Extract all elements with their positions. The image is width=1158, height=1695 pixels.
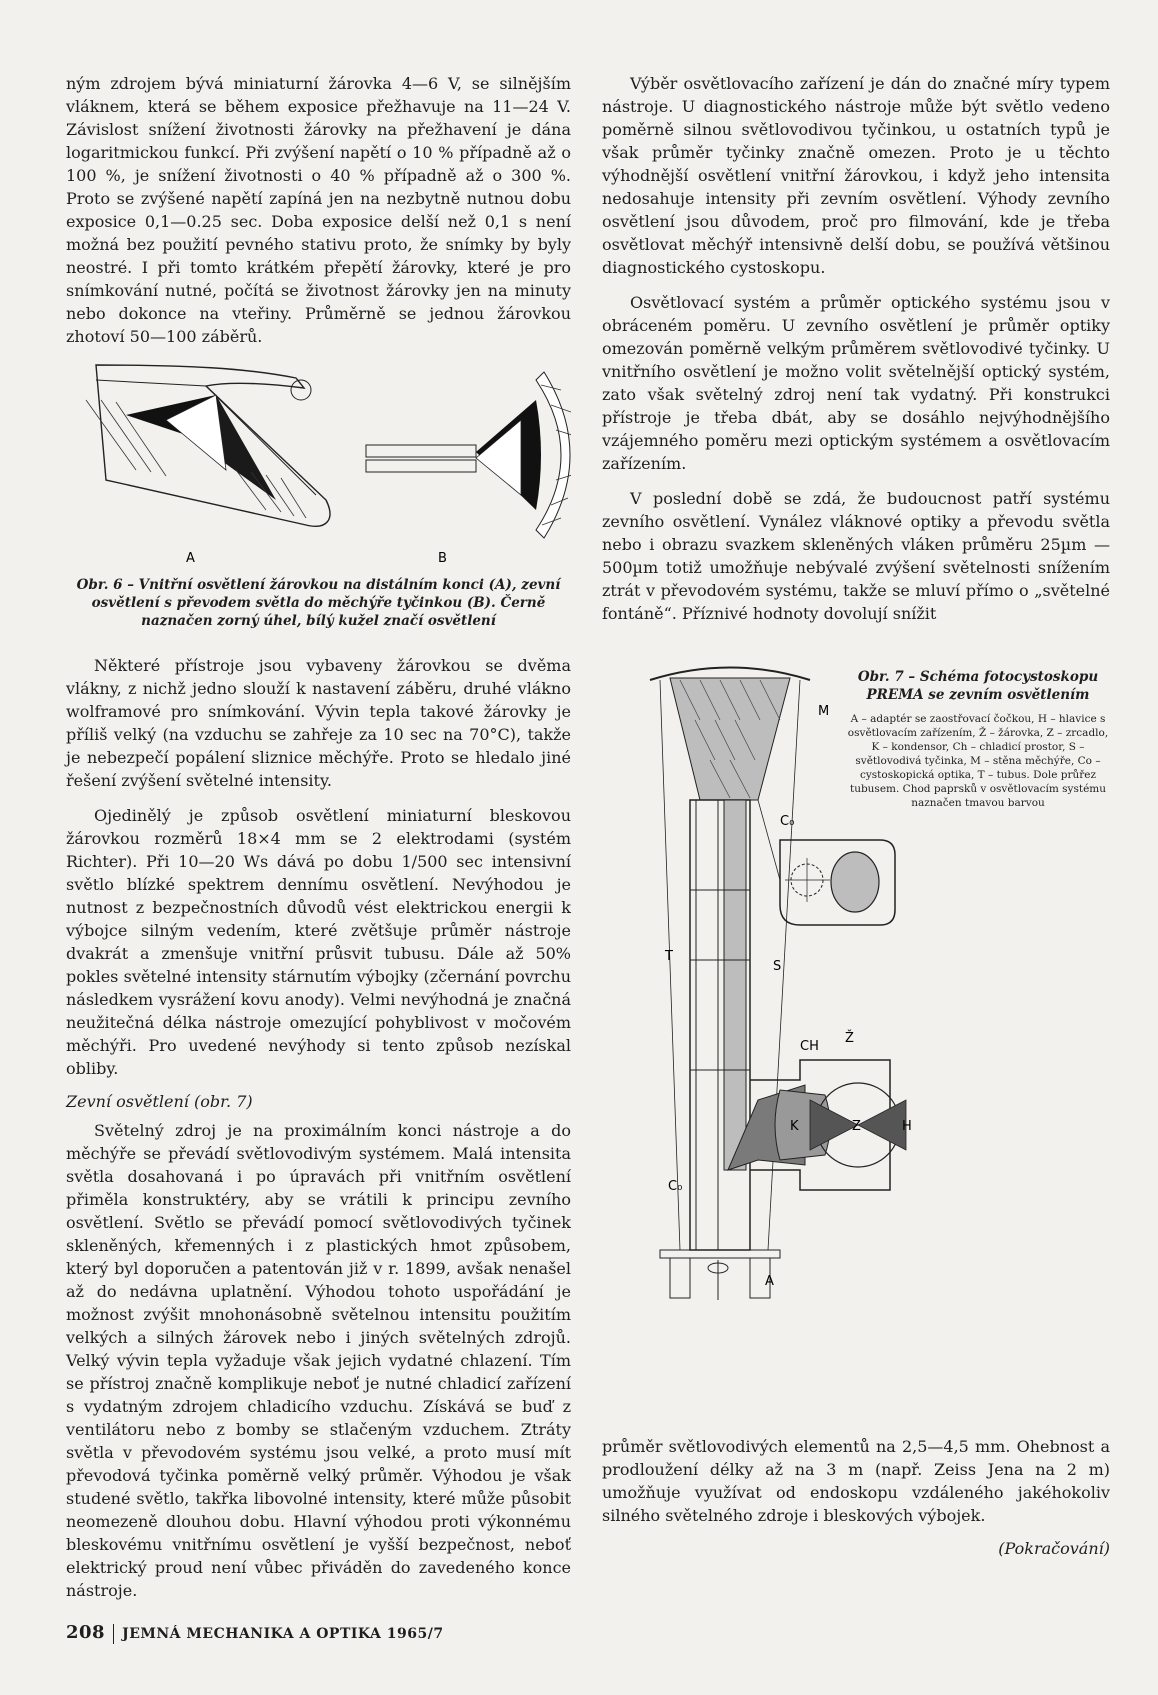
section-heading: Zevní osvětlení (obr. 7) [66,1092,253,1111]
paragraph: Osvětlovací systém a průměr optického systému jsou v obráceném poměru. U zevního osvětlení je průměr optiky omezován poměrně velkým průměrem světlovodivé tyčinky. U vnitřního osvětlení je možno volit světelnější optický systém, zato však světelný zdroj není tak vydatný. Při konstrukci přístroje je třeba dbát, aby se dosáhlo nejvýhodnějšího vzájemného poměru mezi optickým systémem a osvětlovacím zařízením. [602,293,1110,473]
figure-6-caption: Obr. 6 – Vnitřní osvětlení žárovkou na distálním konci (A), zevní osvětlení s převodem světla do měchýře tyčinkou (B). Černě naznačen zorný úhel, bílý kužel značí osvětlení [76,577,561,629]
figure-7-label-a: A [765,1274,774,1289]
right-column [602,72,1110,637]
paragraph: V poslední době se zdá, že budoucnost patří systému zevního osvětlení. Vynález vláknové optiky a převodu světla nebo i obrazu svazkem skleněných vláken průměru 25µm —500µm totiž umožňuje nebývalé zvýšení světelnosti snížením ztrát v převodovém systému, takže se mluví přímo o „světelné fontáně“. Příznivé hodnoty dovolují snížit [602,489,1110,623]
figure-7-caption [846,668,1110,810]
figure-6b-drawing [366,372,571,538]
paragraph: Světelný zdroj je na proximálním konci nástroje a do měchýře se převádí světlovodivým systémem. Malá intensita světla dosahovaná i po úpravách při vnitřním osvětlení přiměla konstruktéry, aby se vrátili k principu zevního osvětlení. Světlo se převádí pomocí světlovodivých tyčinek skleněných, křemenných i z plastických hmot způsobem, který byl doporučen a patentován již v r. 1899, avšak nenašel až do nedávna uplatnění. Výhodou tohoto uspořádání je možnost zvýšit mnohonásobně světelnou intensitu použitím velkých a silných žárovek nebo i jiných světelných zdrojů. Velký vývin tepla vyžaduje však jejich vydatné chlazení. Tím se přístroj značně komplikuje neboť je nutné chladicí zařízení s vydatným zdrojem chladicího vzduchu. Získává se buď z ventilátoru nebo z bomby se stlačeným vzduchem. Ztráty světla v převodovém systému jsou velké, a proto musí mít převodová tyčinka poměrně velký průměr. Výhodou je však studené světlo, takřka libovolné intensity, které může působit neomezeně dlouhou dobu. Hlavní výhodou proti výkonnému bleskovému vnitřnímu osvětlení je vyšší bezpečnost, neboť elektrický proud není vůbec přiváděn do zavedeného konce nástroje. [66,1121,571,1600]
page-number: 208 [66,1622,106,1643]
figure-7-label-co-bottom: C₀ [668,1179,683,1194]
figure-6-diagram [66,360,571,570]
figure-7-label-h: H [902,1119,912,1134]
figure-7-label-s: S [773,959,782,974]
paragraph: průměr světlovodivých elementů na 2,5—4,5 mm. Ohebnost a prodloužení délky až na 3 m (např. Zeiss Jena na 2 m) umožňuje využívat od endoskopu vzdáleného jakéhokoliv silného světelného zdroje i bleskových výbojek. [602,1437,1110,1525]
figure-7-label-t: T [665,949,673,964]
figure-7-label-z: Z [852,1119,861,1134]
figure-7-label-ch: CH [800,1039,819,1054]
paragraph: Ojedinělý je způsob osvětlení miniaturní bleskovou žárovkou rozměrů 18×4 mm se 2 elektrodami (systém Richter). Při 10—20 Ws dává po dobu 1/500 sec intensivní světlo blízké spektrem dennímu osvětlení. Nevýhodou je nutnost z bezpečnostních důvodů vést elektrickou energii k výbojce silným vedením, které zvětšuje průměr nástroje dvakrát a zmenšuje vnitřní průsvit tubusu. Dále až 50% pokles světelné intensity stárnutím výbojky (zčernání povrchu následkem vysrážení kovu anody). Velmi nevýhodná je značná neužitečná délka nástroje omezující pohyblivost v močovém měchýři. Pro uvedené nevýhody si tento způsob nezískal obliby. [66,806,571,1078]
paragraph: Některé přístroje jsou vybaveny žárovkou se dvěma vlákny, z nichž jedno slouží k nastavení záběru, druhé vlákno wolframové pro snímkování. Vývin tepla takové žárovky je příliš velký (na vzduchu se zahřeje za 10 sec na 70°C), takže je nebezpečí popálení sliznice měchýře. Proto se hledalo jiné řešení zvýšení světelné intensity. [66,656,571,790]
figure-6-label-b: B [438,551,447,566]
continued-note: (Pokračování) [998,1539,1110,1558]
figure-7-legend: A – adaptér se zaostřovací čočkou, H – hlavice s osvětlovacím zařízením, Ž – žárovka, Z – zrcadlo, K – kondensor, Ch – chladicí prostor, S – světlovodivá tyčinka, M – stěna měchýře, Co – cystoskopická optika, T – tubus. Dole průřez tubusem. Chod paprsků v osvětlovacím systému naznačen tmavou barvou [847,713,1109,809]
journal-title: JEMNÁ MECHANIKA A OPTIKA 1965/7 [122,1626,444,1642]
figure-7-title: Obr. 7 – Schéma fotocystoskopu PREMA se zevním osvětlením [857,669,1099,703]
figure-6a-drawing [86,365,330,526]
figure-6-label-a: A [186,551,195,566]
paragraph: Výběr osvětlovacího zařízení je dán do značné míry typem nástroje. U diagnostického nástroje může být světlo vedeno poměrně silnou světlovodivou tyčinkou, u ostatních typů je však průměr tyčinky značně omezen. Proto je u těchto výhodnější osvětlení vnitřní žárovkou, i když jeho intensita nedosahuje intensity při zevním osvětlení. Výhody zevního osvětlení jsou důvodem, proč pro filmování, kde je třeba osvětlovat měchýř intensivně delší dobu, se používá většinou diagnostického cystoskopu. [602,74,1110,277]
figure-7-label-z-hat: Ž [845,1031,854,1046]
page-footer [66,1622,444,1644]
paragraph: ným zdrojem bývá miniaturní žárovka 4—6 V, se silnějším vláknem, která se během exposice přežhavuje na 11—24 V. Závislost snížení životnosti žárovky na přežhavení je dána logaritmickou funkcí. Při zvýšení napětí o 10 % případně až o 100 %, je snížení životnosti o 40 % případně až o 300 %. Proto se zvýšené napětí zapíná jen na nezbytně nutnou dobu exposice 0,1—0.25 sec. Doba exposice delší než 0,1 s není možná bez použití pevného stativu proto, že snímky by byly neostré. I při tomto krátkém přepětí žárovky, které je pro snímkování nutné, počítá se životnost žárovky jen na minuty nebo dokonce na vteřiny. Průměrně se jednou žárovkou zhotoví 50—100 záběrů. [66,74,571,346]
figure-7-label-k: K [790,1119,799,1134]
figure-7-label-co-top: C₀ [780,814,795,829]
right-column-tail [602,1435,1110,1558]
footer-divider [113,1624,114,1644]
left-column [66,72,571,1614]
figure-7-label-m: M [818,704,830,719]
